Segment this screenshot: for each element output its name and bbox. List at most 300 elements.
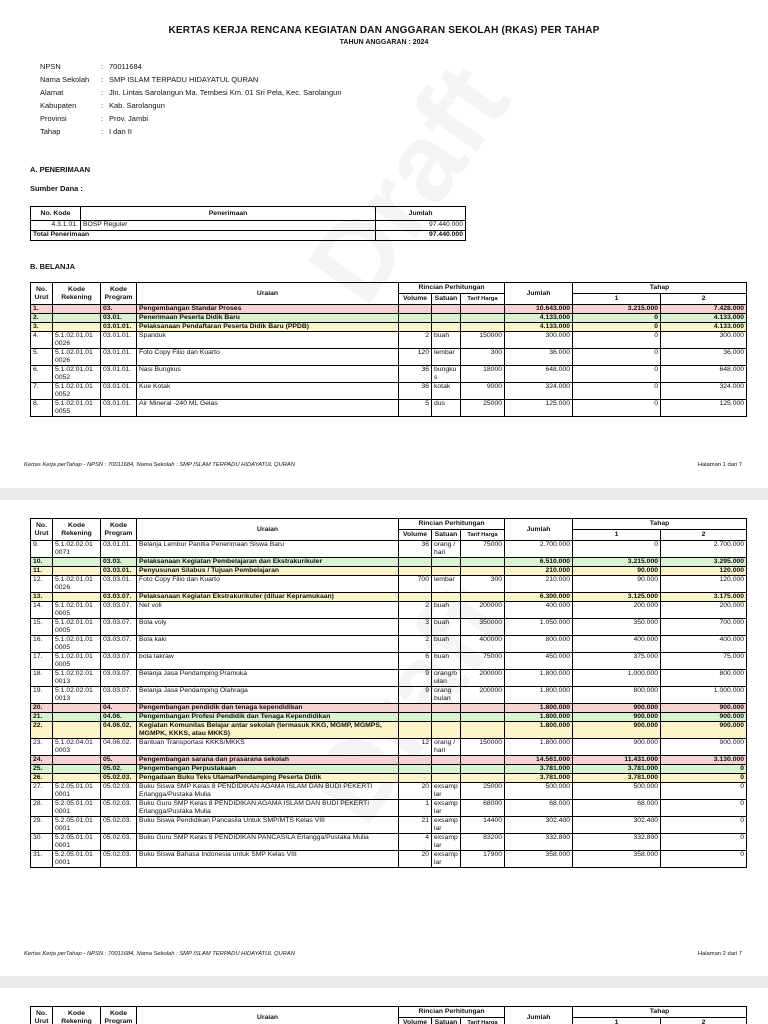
cell-tahap-1: 90.000	[573, 567, 661, 576]
table-row	[31, 383, 747, 400]
cell-jumlah: 450.000	[505, 653, 573, 670]
col-uraian: Uraian	[137, 519, 399, 541]
cell-satuan	[432, 756, 461, 765]
cell-satuan	[432, 593, 461, 602]
cell-kode-program: 03.03.07.	[101, 602, 137, 619]
cell-satuan: exsamp lar	[432, 800, 461, 817]
cell-tarif: 25000	[461, 400, 505, 417]
identity-label: NPSN	[40, 62, 61, 71]
cell-no: 17.	[31, 653, 53, 670]
identity-label: Provinsi	[40, 114, 67, 123]
cell-no: 10.	[31, 558, 53, 567]
cell-tahap-2: 0	[661, 851, 747, 868]
belanja-table	[30, 518, 747, 868]
cell-volume	[399, 704, 432, 713]
cell-jumlah: 300.000	[505, 332, 573, 349]
cell-kode-rekening	[53, 774, 101, 783]
cell-tahap-2: 7.428.000	[661, 305, 747, 314]
cell-jumlah: 6.510.000	[505, 558, 573, 567]
cell-uraian: Foto Copy Filio dan Kuarto	[137, 576, 399, 593]
table-row	[31, 567, 747, 576]
footer-text: Kertas Kerja perTahap - NPSN : 70011684, Nama Sekolah : SMP ISLAM TERPADU HIDAYATUL QURAN	[24, 462, 295, 468]
cell-tahap-2: 0	[661, 774, 747, 783]
table-row	[31, 774, 747, 783]
cell-volume: 21	[399, 817, 432, 834]
identity-colon: :	[101, 127, 104, 136]
cell-kode-rekening	[53, 567, 101, 576]
cell-volume: 700	[399, 576, 432, 593]
identity-label: Kabupaten	[40, 101, 77, 110]
cell-no: 4.	[31, 332, 53, 349]
cell-jumlah: 800.000	[505, 636, 573, 653]
cell-jumlah: 10.643.000	[505, 305, 573, 314]
cell-tahap-2: 125.000	[661, 400, 747, 417]
cell-satuan: buah	[432, 636, 461, 653]
cell-satuan: dus	[432, 400, 461, 417]
cell-tahap-1: 90.000	[573, 576, 661, 593]
col-satuan: Satuan	[432, 1018, 461, 1024]
cell-tahap-2: 300.000	[661, 332, 747, 349]
cell-satuan	[432, 567, 461, 576]
cell-no: 26.	[31, 774, 53, 783]
cell-tahap-2: 2.700.000	[661, 541, 747, 558]
cell-volume: 3	[399, 619, 432, 636]
cell-tahap-2: 1.000.000	[661, 687, 747, 704]
cell-tarif: 17900	[461, 851, 505, 868]
cell-kode-program: 04.06.02.	[101, 739, 137, 756]
cell-volume	[399, 323, 432, 332]
cell-uraian: Nasi Bungkus	[137, 366, 399, 383]
cell-uraian: Air Mineral -240 ML Gelas	[137, 400, 399, 417]
cell-uraian: Spanduk	[137, 332, 399, 349]
cell-tahap-2: 324.000	[661, 383, 747, 400]
cell-tahap-1: 0	[573, 400, 661, 417]
cell-uraian: Buku Siswa SMP Kelas 8 PENDIDIKAN AGAMA ISLAM DAN BUDI PEKERTI Erlangga/Pustaka Mulia	[137, 783, 399, 800]
table-row	[31, 576, 747, 593]
cell-no: 6.	[31, 366, 53, 383]
identity-value: 70011684	[109, 62, 142, 71]
identity-value: I dan II	[109, 127, 132, 136]
cell-uraian: Bola kaki	[137, 636, 399, 653]
table-row	[31, 323, 747, 332]
cell-kode-rekening: 5.2.05.01.01 0001	[53, 817, 101, 834]
cell-satuan: exsamp lar	[432, 834, 461, 851]
cell-tahap-2: 120.000	[661, 576, 747, 593]
cell-volume: 2	[399, 602, 432, 619]
school-identity	[40, 62, 342, 140]
cell-no: 9.	[31, 541, 53, 558]
cell-tarif: 200000	[461, 602, 505, 619]
cell-kode-rekening: 5.1.02.01.01 0052	[53, 383, 101, 400]
cell-satuan: orang bulan	[432, 687, 461, 704]
cell-volume: 20	[399, 783, 432, 800]
col-tahap-1: 1	[573, 294, 661, 305]
footer-text: Kertas Kerja perTahap - NPSN : 70011684, Nama Sekolah : SMP ISLAM TERPADU HIDAYATUL QURAN	[24, 951, 295, 957]
cell-kode-program: 05.	[101, 756, 137, 765]
cell-kode-rekening	[53, 713, 101, 722]
table-row	[31, 314, 747, 323]
cell-kode-rekening: 5.2.05.01.01 0001	[53, 851, 101, 868]
cell-satuan: orang / hari	[432, 541, 461, 558]
cell-volume	[399, 774, 432, 783]
cell-no: 31.	[31, 851, 53, 868]
cell-volume	[399, 722, 432, 739]
penerimaan-table	[30, 206, 466, 241]
section-penerimaan-heading: A. PENERIMAAN	[30, 165, 91, 174]
cell-jumlah: 358.000	[505, 851, 573, 868]
cell-volume	[399, 713, 432, 722]
table-row	[31, 332, 747, 349]
cell-volume: 2	[399, 636, 432, 653]
col-uraian: Uraian	[137, 1007, 399, 1024]
cell-jumlah: 4.133.000	[505, 323, 573, 332]
cell-satuan: buah	[432, 602, 461, 619]
cell-uraian: Penerimaan Peserta Didik Baru	[137, 314, 399, 323]
table-row	[31, 687, 747, 704]
table-row	[31, 366, 747, 383]
cell-tarif: 83200	[461, 834, 505, 851]
col-tahap-2: 2	[661, 294, 747, 305]
cell-tahap-1: 3.781.000	[573, 765, 661, 774]
document-subtitle: TAHUN ANGGARAN : 2024	[339, 39, 429, 46]
cell-satuan: lembar	[432, 349, 461, 366]
cell-jumlah: 648.000	[505, 366, 573, 383]
identity-label: Nama Sekolah	[40, 75, 90, 84]
cell-tahap-1: 0	[573, 332, 661, 349]
cell-no: 21.	[31, 713, 53, 722]
cell-kode-program: 03.01.01.	[101, 332, 137, 349]
cell-uraian: Pengembangan pendidik dan tenaga kependidikan	[137, 704, 399, 713]
cell-satuan: exsamp lar	[432, 783, 461, 800]
cell-kode-rekening: 5.2.05.01.01 0001	[53, 783, 101, 800]
cell-uraian: Pengembangan Standar Proses	[137, 305, 399, 314]
cell-no: 18.	[31, 670, 53, 687]
cell-no: 29.	[31, 817, 53, 834]
cell-tahap-1: 500.000	[573, 783, 661, 800]
col-no-urut: No. Urut	[31, 519, 53, 541]
cell-uraian: Pengembangan sarana dan prasarana sekolah	[137, 756, 399, 765]
cell-kode-program: 04.	[101, 704, 137, 713]
table-row	[31, 558, 747, 567]
cell-tahap-2: 900.000	[661, 713, 747, 722]
table-row	[31, 670, 747, 687]
cell-uraian: Net voli	[137, 602, 399, 619]
table-row	[31, 602, 747, 619]
col-tarif: Tarif Harga	[461, 294, 505, 305]
identity-row	[40, 101, 342, 114]
cell-jumlah: 3.781.000	[505, 774, 573, 783]
col-rincian: Rincian Perhitungan	[399, 283, 505, 294]
col-tahap-1: 1	[573, 530, 661, 541]
cell-kode-program: 05.02.03.	[101, 834, 137, 851]
cell-kode-rekening: 5.2.05.01.01 0001	[53, 800, 101, 817]
cell-tarif: 150000	[461, 739, 505, 756]
cell-tahap-2: 0	[661, 783, 747, 800]
table-row	[31, 653, 747, 670]
col-no-kode: No. Kode	[31, 207, 81, 221]
cell-tarif: 150000	[461, 332, 505, 349]
cell-no: 13.	[31, 593, 53, 602]
cell-uraian: Penyusunan Silabus / Tujuan Pembelajaran	[137, 567, 399, 576]
cell-tahap-1: 900.000	[573, 704, 661, 713]
cell-tahap-1: 302.400	[573, 817, 661, 834]
cell-tarif	[461, 558, 505, 567]
cell-volume	[399, 305, 432, 314]
col-tahap: Tahap	[573, 519, 747, 530]
cell-tahap-1: 3.781.000	[573, 774, 661, 783]
cell-kode-rekening	[53, 722, 101, 739]
total-row	[31, 231, 466, 241]
cell-no: 24.	[31, 756, 53, 765]
cell-kode-program: 03.01.01.	[101, 323, 137, 332]
cell-uraian: Pengembangan Perpustakaan	[137, 765, 399, 774]
cell-volume: 120	[399, 349, 432, 366]
cell-tahap-1: 0	[573, 323, 661, 332]
cell-kode-rekening: 5.1.02.01.01 0005	[53, 619, 101, 636]
cell-uraian: Pelaksanaan Kegiatan Ekstrakurikuler (diluar Kepramukaan)	[137, 593, 399, 602]
col-rincian: Rincian Perhitungan	[399, 519, 505, 530]
col-tahap-2: 2	[661, 1018, 747, 1024]
cell-kode-program: 03.03.07.	[101, 687, 137, 704]
cell-no: 19.	[31, 687, 53, 704]
col-tarif: Tarif Harga	[461, 1018, 505, 1024]
cell-kode-program: 03.03.	[101, 558, 137, 567]
cell-volume: 36	[399, 541, 432, 558]
identity-row	[40, 127, 342, 140]
cell-jumlah: 302.400	[505, 817, 573, 834]
cell-tahap-1: 350.000	[573, 619, 661, 636]
cell-kode-program: 03.01.01.	[101, 349, 137, 366]
cell-tahap-1: 358.000	[573, 851, 661, 868]
cell-tarif	[461, 305, 505, 314]
col-tahap: Tahap	[573, 1007, 747, 1018]
cell-uraian: Buku Siswa Bahasa Indonesia untuk SMP Kelas VIII	[137, 851, 399, 868]
cell-uraian: Buku Guru SMP Kelas 8 PENDIDIKAN AGAMA ISLAM DAN BUDI PEKERTI Erlangga/Pustaka Mulia	[137, 800, 399, 817]
cell-satuan: buah	[432, 619, 461, 636]
identity-label: Alamat	[40, 88, 64, 97]
cell-satuan	[432, 558, 461, 567]
col-no-urut: No. Urut	[31, 1007, 53, 1024]
cell-kode-program: 03.03.07.	[101, 653, 137, 670]
cell-tahap-2: 200.000	[661, 602, 747, 619]
cell-tahap-1: 0	[573, 349, 661, 366]
cell-satuan: kotak	[432, 383, 461, 400]
cell-no: 27.	[31, 783, 53, 800]
cell-tahap-2: 900.000	[661, 739, 747, 756]
cell-kode-program: 05.02.03.	[101, 817, 137, 834]
belanja-table	[30, 282, 747, 417]
cell-uraian: bola takraw	[137, 653, 399, 670]
cell-kode-program: 05.02.03.	[101, 783, 137, 800]
table-row	[31, 636, 747, 653]
table-row	[31, 851, 747, 868]
cell-tarif: 300	[461, 349, 505, 366]
identity-colon: :	[101, 62, 104, 71]
cell-tahap-1: 3.215.000	[573, 305, 661, 314]
cell-uraian: Foto Copy Filio dan Kuarto	[137, 349, 399, 366]
cell-uraian: Belanja Jasa Pendamping Olahraga	[137, 687, 399, 704]
col-jumlah: Jumlah	[505, 519, 573, 541]
cell-kode-program: 03.01.01.	[101, 400, 137, 417]
cell-tahap-2: 4.133.000	[661, 323, 747, 332]
cell-tarif	[461, 323, 505, 332]
cell-kode-rekening	[53, 765, 101, 774]
cell-jumlah: 210.000	[505, 567, 573, 576]
identity-value: Kab. Sarolangun	[109, 101, 165, 110]
cell-no: 3.	[31, 323, 53, 332]
cell-jumlah: 36.000	[505, 349, 573, 366]
cell-volume	[399, 756, 432, 765]
cell-uraian: Kue Kotak	[137, 383, 399, 400]
table-row	[31, 817, 747, 834]
cell-tarif: 75000	[461, 541, 505, 558]
cell-tahap-1: 0	[573, 383, 661, 400]
cell-satuan: exsamp lar	[432, 851, 461, 868]
cell-tarif: 25000	[461, 783, 505, 800]
col-volume: Volume	[399, 1018, 432, 1024]
cell-tahap-2: 4.133.000	[661, 314, 747, 323]
cell-tahap-1: 400.000	[573, 636, 661, 653]
col-tahap-1: 1	[573, 1018, 661, 1024]
cell-kode-program: 05.02.03.	[101, 800, 137, 817]
page-number: Halaman 1 dari 7	[697, 462, 742, 468]
cell-volume	[399, 314, 432, 323]
col-penerimaan: Penerimaan	[80, 207, 375, 221]
cell-tahap-1: 900.000	[573, 722, 661, 739]
cell-kode-rekening	[53, 558, 101, 567]
cell-tahap-2: 400.000	[661, 636, 747, 653]
col-volume: Volume	[399, 530, 432, 541]
cell-kode-program: 04.06.02.	[101, 722, 137, 739]
table-row	[31, 349, 747, 366]
col-tahap: Tahap	[573, 283, 747, 294]
cell-tahap-2: 120.000	[661, 567, 747, 576]
col-satuan: Satuan	[432, 530, 461, 541]
cell-satuan	[432, 314, 461, 323]
cell-tahap-2: 3.175.000	[661, 593, 747, 602]
col-kode-program: Kode Program	[101, 1007, 137, 1024]
cell-jumlah: 324.000	[505, 383, 573, 400]
cell: 97.440.000	[376, 221, 466, 231]
cell-tarif: 9000	[461, 383, 505, 400]
cell-uraian: Kegiatan Komunitas Belajar antar sekolah (termasuk KKG, MGMP, MGMPS, MGMPK, KKKS, atau MKKS)	[137, 722, 399, 739]
cell-kode-program: 03.03.07.	[101, 619, 137, 636]
cell-no: 23.	[31, 739, 53, 756]
cell-jumlah: 3.781.000	[505, 765, 573, 774]
cell-tarif: 68000	[461, 800, 505, 817]
cell-no: 7.	[31, 383, 53, 400]
cell-kode-program: 03.01.	[101, 314, 137, 323]
identity-row	[40, 75, 342, 88]
table-row	[31, 756, 747, 765]
cell-kode-rekening: 5.1.02.02.01 0013	[53, 687, 101, 704]
cell-jumlah: 125.000	[505, 400, 573, 417]
table-row	[31, 305, 747, 314]
cell-tarif	[461, 593, 505, 602]
cell-tahap-1: 11.431.000	[573, 756, 661, 765]
belanja-table	[30, 1006, 747, 1024]
cell-tahap-1: 375.000	[573, 653, 661, 670]
col-kode-rekening: Kode Rekening	[53, 519, 101, 541]
cell-kode-program: 03.01.01.	[101, 366, 137, 383]
identity-colon: :	[101, 114, 104, 123]
cell-kode-rekening: 5.2.05.01.01 0001	[53, 834, 101, 851]
page-number: Halaman 2 dari 7	[697, 951, 742, 957]
cell-tarif	[461, 567, 505, 576]
cell-uraian: Buku Guru SMP Kelas 8 PENDIDIKAN PANCASILA Erlangga/Pustaka Mulia	[137, 834, 399, 851]
col-uraian: Uraian	[137, 283, 399, 305]
cell-volume	[399, 567, 432, 576]
cell-kode-rekening	[53, 323, 101, 332]
cell-volume: 4	[399, 834, 432, 851]
cell-uraian: Bantuan Transportasi KKKS/MKKS	[137, 739, 399, 756]
table-row	[31, 400, 747, 417]
cell-satuan	[432, 722, 461, 739]
cell-satuan: orang/b ulan	[432, 670, 461, 687]
cell-tahap-1: 0	[573, 366, 661, 383]
cell-tahap-2: 0	[661, 765, 747, 774]
cell-satuan: bungku s	[432, 366, 461, 383]
col-rincian: Rincian Perhitungan	[399, 1007, 505, 1018]
cell-tarif: 75000	[461, 653, 505, 670]
cell-tahap-2: 3.295.000	[661, 558, 747, 567]
cell-no: 16.	[31, 636, 53, 653]
col-satuan: Satuan	[432, 294, 461, 305]
identity-label: Tahap	[40, 127, 61, 136]
cell-no: 30.	[31, 834, 53, 851]
cell-kode-program: 03.01.01.	[101, 383, 137, 400]
cell-tahap-1: 0	[573, 541, 661, 558]
cell-kode-program: 03.03.07.	[101, 593, 137, 602]
cell-tahap-1: 332.800	[573, 834, 661, 851]
cell-kode-program: 04.06.	[101, 713, 137, 722]
cell-volume	[399, 558, 432, 567]
cell-satuan: lembar	[432, 576, 461, 593]
cell-satuan: buah	[432, 653, 461, 670]
cell-tarif	[461, 774, 505, 783]
cell-uraian: Buku Siswa Pendidikan Pancasila Untuk SMP/MTS Kelas VIII	[137, 817, 399, 834]
table-row	[31, 541, 747, 558]
cell-kode-program: 03.	[101, 305, 137, 314]
cell-tahap-2: 0	[661, 817, 747, 834]
table-row	[31, 619, 747, 636]
cell-tahap-2: 0	[661, 800, 747, 817]
cell-tahap-2: 0	[661, 834, 747, 851]
cell-volume: 5	[399, 400, 432, 417]
cell-kode-rekening	[53, 593, 101, 602]
col-volume: Volume	[399, 294, 432, 305]
col-no-urut: No. Urut	[31, 283, 53, 305]
cell-tarif	[461, 713, 505, 722]
cell-tahap-1: 900.000	[573, 713, 661, 722]
table-row	[31, 834, 747, 851]
col-kode-program: Kode Program	[101, 519, 137, 541]
cell-tarif	[461, 704, 505, 713]
identity-colon: :	[101, 88, 104, 97]
document-page-2	[0, 500, 768, 976]
cell-jumlah: 1.800.000	[505, 713, 573, 722]
cell-tahap-1: 900.000	[573, 739, 661, 756]
cell-kode-rekening	[53, 756, 101, 765]
cell-no: 22.	[31, 722, 53, 739]
cell-tarif: 200000	[461, 687, 505, 704]
document-page-1	[0, 0, 768, 488]
cell-satuan: orang / hari	[432, 739, 461, 756]
cell: 4.3.1.01.	[31, 221, 81, 231]
cell-kode-program: 05.02.03.	[101, 851, 137, 868]
cell-satuan	[432, 774, 461, 783]
cell-tahap-2: 900.000	[661, 704, 747, 713]
